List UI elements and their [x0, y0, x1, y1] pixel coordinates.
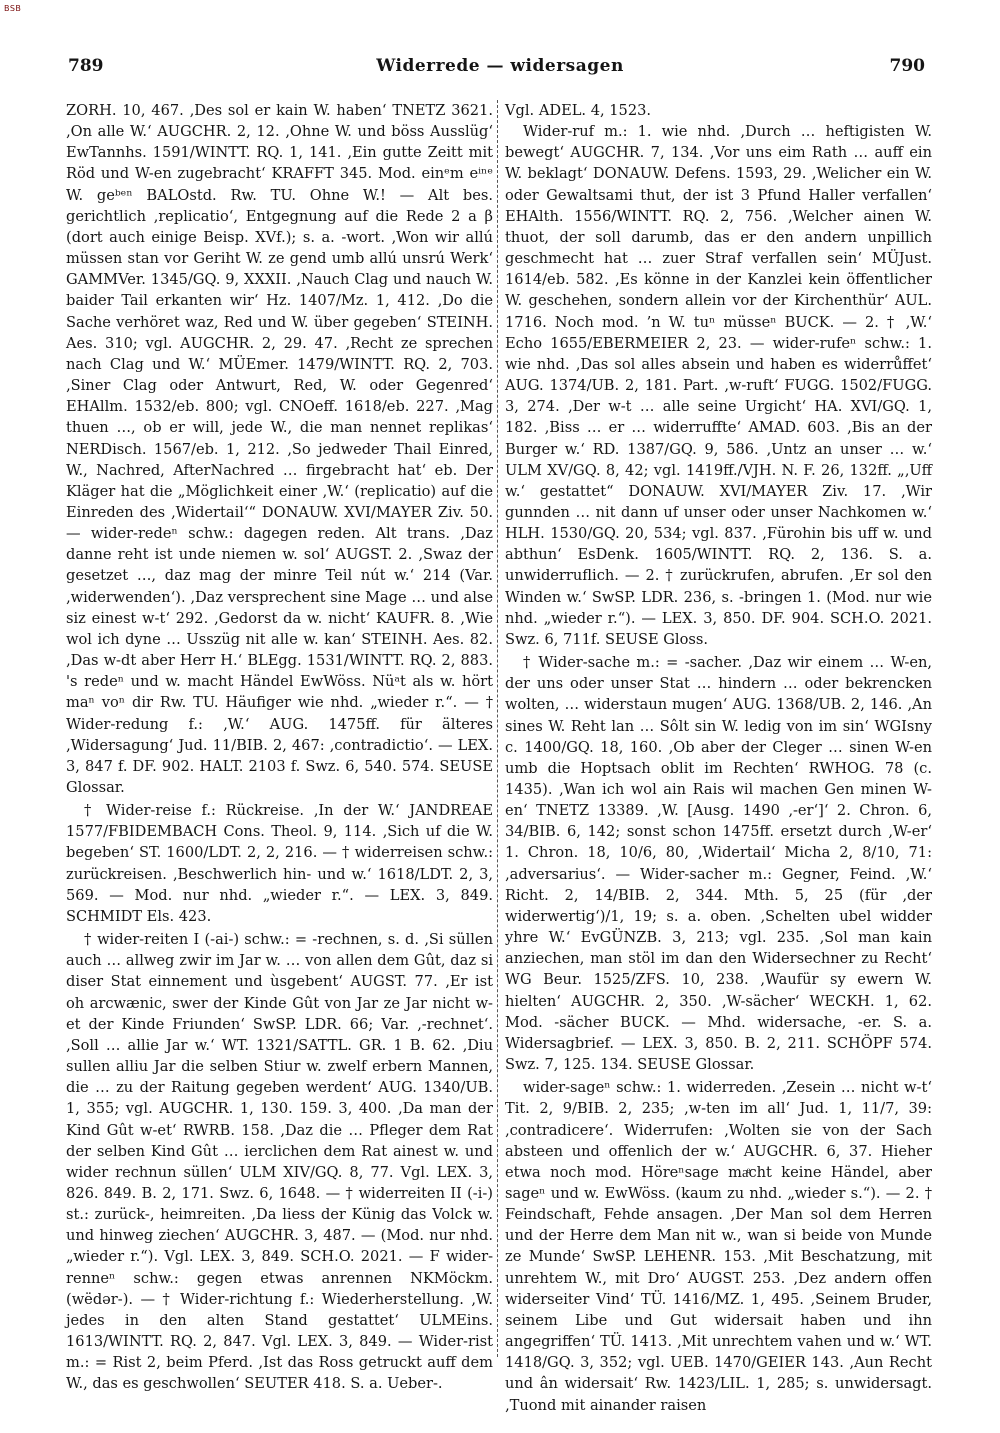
page-number-right: 790: [889, 56, 925, 76]
column-divider: [497, 100, 498, 1357]
running-title: Widerrede — widersagen: [376, 56, 624, 76]
left-column: [66, 100, 493, 1395]
entry-wider-sagen: wider-sageⁿ schw.: 1. widerreden. ‚Zesein … nicht w-t‘ Tit. 2, 9/BIB. 2, 235; ‚w-ten im all‘ Jud. 1, 11/7, 39: ‚contradicere‘. Widerrufen: ‚Wolten sie von der Sach absteen und offenlich der w.‘ AUGCHR. 6, 37. Hieher etwa noch mod. Höreⁿsage maͤcht keine Händel, aber sageⁿ und w. EwWöss. (kaum zu nhd. „wieder s.“). — 2. † Feindschaft, Fehde ansagen. ‚Der Man sol dem Herren und der Herre dem Man nit w., wan si beide von Munde ze Munde‘ SwSP. LEHENR. 153. ‚Mit Beschatzung, mit unrehtem W., mit Dro‘ AUGST. 253. ‚Dez andern offen widerseiter Vind‘ TÜ. 1416/MZ. 1, 495. ‚Seinem Bruder, seinem Libe und Gut widersait haben und ihn angegriffen‘ TÜ. 1413. ‚Mit unrechtem vahen und w.‘ WT. 1418/GQ. 3, 352; vgl. UEB. 1470/GEIER 143. ‚Aun Recht und ân widersait‘ Rw. 1423/LIL. 1, 285; s. unwidersagt. ‚Tuond mit ainander raisen: [505, 1079, 932, 1414]
entry-widerrede-cont: ZORH. 10, 467. ‚Des sol er kain W. haben‘ TNETZ 3621. ‚On alle W.‘ AUGCHR. 2, 12. ‚Ohne W. und böss Ausslüg‘ EwTannhs. 1591/WINTT. RQ. 1, 141. ‚Ein gutte Zeitt mit Röd und W-en zugebracht‘ KRAFFT 345. Mod. einᵉm eⁱⁿᵉ W. geᵇᵉⁿ BALOstd. Rw. TU. Ohne W.! — Alt bes. gerichtlich ‚replicatio‘, Entgegnung auf die Rede 2 a β (dort auch einige Beisp. XVf.); s. a. -wort. ‚Won wir allú müssen stan vor Geriht W. ze gend umb allú unsrú Werk‘ GAMMVer. 1345/GQ. 9, XXXII. ‚Nauch Clag und nauch W. baider Tail erkanten wir‘ Hz. 1407/Mz. 1, 412. ‚Do die Sache verhöret waz, Red und W. über gegeben‘ STEINH. Aes. 310; vgl. AUGCHR. 2, 29. 47. ‚Recht ze sprechen nach Clag und W.‘ MÜEmer. 1479/WINTT. RQ. 2, 703. ‚Siner Clag oder Antwurt, Red, W. oder Gegenred‘ EHAllm. 1532/eb. 800; vgl. CNOeff. 1618/eb. 227. ‚Mag thuen …, ob er will, jede W., die man nennet replikas‘ NERDisch. 1567/eb. 1, 212. ‚So jedweder Thail Einred, W., Nachred, AfterNachred … firgebracht hat‘ eb. Der Kläger hat die „Möglichkeit einer ‚W.‘ (replicatio) auf die Einreden des ‚Widertail‘“ DONAUW. XVI/MAYER Ziv. 50. — wider-redeⁿ schw.: dagegen reden. Alt trans. ‚Daz danne reht ist unde niemen w. sol‘ AUGST. 2. ‚Swaz der gesetzet …, daz mag der minre Teil nút w.‘ 214 (Var. ‚widerwenden‘). ‚Daz versprechent sine Mage … und alse siz einest w-t‘ 292. ‚Gedorst da w. nicht‘ KAUFR. 8. ‚Wie wol ich dyne … Usszüg nit alle w. kan‘ STEINH. Aes. 82. ‚Das w-dt aber Herr H.‘ BLEgg. 1531/WINTT. RQ. 2, 883. 's redeⁿ und w. macht Händel EwWöss. Nüᵃt als w. hört maⁿ voⁿ dir Rw. TU. Häufiger wie nhd. „wieder r.“. — † Wider-redung f.: ‚W.‘ AUG. 1475ff. für älteres ‚Widersagung‘ Jud. 11/BIB. 2, 467: ‚contradictio‘. — LEX. 3, 847 f. DF. 902. HALT. 2103 f. Swz. 6, 540. 574. SEUSE Glossar.: [66, 102, 493, 796]
right-column: [505, 100, 932, 1416]
entry-continuation: Vgl. ADEL. 4, 1523.: [505, 102, 652, 119]
entry-wider-reiten: † wider-reiten I (-ai-) schw.: = -rechnen, s. d. ‚Si süllen auch … allweg zwir im Jar w. … von allen dem Gût, daz si diser Stat einnement und ùsgebent‘ AUGST. 77. ‚Er ist oh arcwænic, swer der Kinde Gût von Jar ze Jar nicht w-et der Kinde Friunden‘ SwSP. LDR. 66; Var. ‚-rechnet‘. ‚Soll … allie Jar w.‘ WT. 1321/SATTL. GR. 1 B. 62. ‚Diu sullen alliu Jar die selben Stiur w. zwelf erbern Mannen, die … zu der Raitung gegeben werdent‘ AUG. 1340/UB. 1, 355; vgl. AUGCHR. 1, 130. 159. 3, 400. ‚Da man der Kind Gût w-et‘ RWRB. 158. ‚Daz die … Pfleger dem Rat der selben Kind Gût … ierclichen dem Rat ainest w. und wider rechnun süllen‘ ULM XIV/GQ. 8, 77. Vgl. LEX. 3, 826. 849. B. 2, 171. Swz. 6, 1648. — † widerreiten II (-i-) st.: zurück-, heimreiten. ‚Da liess der Künig das Volck w. und hinweg ziechen‘ AUGCHR. 3, 487. — (Mod. nur nhd. „wieder r.“). Vgl. LEX. 3, 849. SCH.O. 2021. — F wider-renneⁿ schw.: gegen etwas anrennen NKMöckm. (wëdər-). — † Wider-richtung f.: Wiederherstellung. ‚W. jedes in den alten Stand gestattet‘ ULMEins. 1613/WINTT. RQ. 2, 847. Vgl. LEX. 3, 849. — Wider-rist m.: = Rist 2, beim Pferd. ‚Ist das Ross getruckt auff dem W., das es geschwollen‘ SEUTER 418. S. a. Ueber-.: [66, 931, 493, 1393]
library-watermark: BSB: [4, 4, 22, 13]
entry-wider-reise: † Wider-reise f.: Rückreise. ‚In der W.‘ JANDREAE 1577/FBIDEMBACH Cons. Theol. 9, 114. ‚Sich uf die W. begeben‘ ST. 1600/LDT. 2, 2, 216. — † widerreisen schw.: zurückreisen. ‚Beschwerlich hin- und w.‘ 1618/LDT. 2, 3, 569. — Mod. nur nhd. „wieder r.“. — LEX. 3, 849. SCHMIDT Els. 423.: [66, 802, 493, 925]
page-number-left: 789: [68, 56, 104, 76]
entry-wider-ruf: Wider-ruf m.: 1. wie nhd. ‚Durch … heftigisten W. bewegt‘ AUGCHR. 7, 134. ‚Vor uns eim Rath … auff ein W. beklagt‘ DONAUW. Defens. 1593, 29. ‚Welicher ein W. oder Gewaltsami thut, der ist 3 Pfund Haller verfallen‘ EHAlth. 1556/WINTT. RQ. 2, 756. ‚Welcher ainen W. thuot, der soll darumb, das er den andern unpillich geschmecht hat … zuer Straf verfallen sein‘ MÜJust. 1614/eb. 582. ‚Es könne in der Kanzlei kein öffentlicher W. geschehen, sondern allein vor der Kirchenthür‘ AUL. 1716. Noch mod. ’n W. tuⁿ müsseⁿ BUCK. — 2. † ‚W.‘ Echo 1655/EBERMEIER 2, 23. — wider-rufeⁿ schw.: 1. wie nhd. ‚Das sol alles absein und haben es widerrůffet‘ AUG. 1374/UB. 2, 181. Part. ‚w-ruft‘ FUGG. 1502/FUGG. 3, 274. ‚Der w-t … alle seine Urgicht‘ HA. XVI/GQ. 1, 182. ‚Biss … er … widerruffte‘ AMAD. 603. ‚Bis an der Burger w.‘ RD. 1387/GQ. 9, 586. ‚Untz an unser … w.‘ ULM XV/GQ. 8, 42; vgl. 1419ff./VJH. N. F. 26, 132ff. „‚Uff w.‘ gestattet“ DONAUW. XVI/MAYER Ziv. 17. ‚Wir gunnden … nit dann uf unser oder unser Nachkomen w.‘ HLH. 1530/GQ. 20, 534; vgl. 837. ‚Fürohin bis uff w. und abthun‘ EsDenk. 1605/WINTT. RQ. 2, 136. S. a. unwiderruflich. — 2. † zurückrufen, abrufen. ‚Er sol den Winden w.‘ SwSP. LDR. 236, s. -bringen 1. (Mod. nur wie nhd. „wieder r.“). — LEX. 3, 850. DF. 904. SCH.O. 2021. Swz. 6, 711f. SEUSE Gloss.: [505, 123, 932, 648]
entry-wider-sache: † Wider-sache m.: = -sacher. ‚Daz wir einem … W-en, der uns oder unser Stat … hindern … oder bekrencken wolten, … widerstaun mugen‘ AUG. 1368/UB. 2, 146. ‚An sines W. Reht lan … Sôlt sin W. ledig von im sin‘ WGIsny c. 1400/GQ. 18, 160. ‚Ob aber der Cleger … sinen W-en umb die Hoptsach oblit im Rechten‘ RWHOG. 78 (c. 1435). ‚Wan ich wol ain Rais wil machen Gen minen W-en‘ TNETZ 13389. ‚W. [Ausg. 1490 ‚-er‘]‘ 2. Chron. 6, 34/BIB. 6, 142; sonst schon 1475ff. ersetzt durch ‚W-er‘ 1. Chron. 18, 10/6, 80, ‚Widertail‘ Micha 2, 8/10, 71: ‚adversarius‘. — Wider-sacher m.: Gegner, Feind. ‚W.‘ Richt. 2, 14/BIB. 2, 344. Mth. 5, 25 (für ‚der widerwertig‘)/1, 19; s. a. oben. ‚Schelten ubel widder yhre W.‘ EvGÜNZB. 3, 213; vgl. 235. ‚Sol man kain anziechen, man stöl im dan den Widersechner zu Recht‘ WG Beur. 1525/ZFS. 10, 238. ‚Waufür sy ewern W. hielten‘ AUGCHR. 2, 350. ‚W-sächer‘ WECKH. 1, 62. Mod. -sächer BUCK. — Mhd. widersache, -er. S. a. Widersagbrief. — LEX. 3, 850. B. 2, 211. SCHÖPF 574. Swz. 7, 125. 134. SEUSE Glossar.: [505, 654, 932, 1074]
